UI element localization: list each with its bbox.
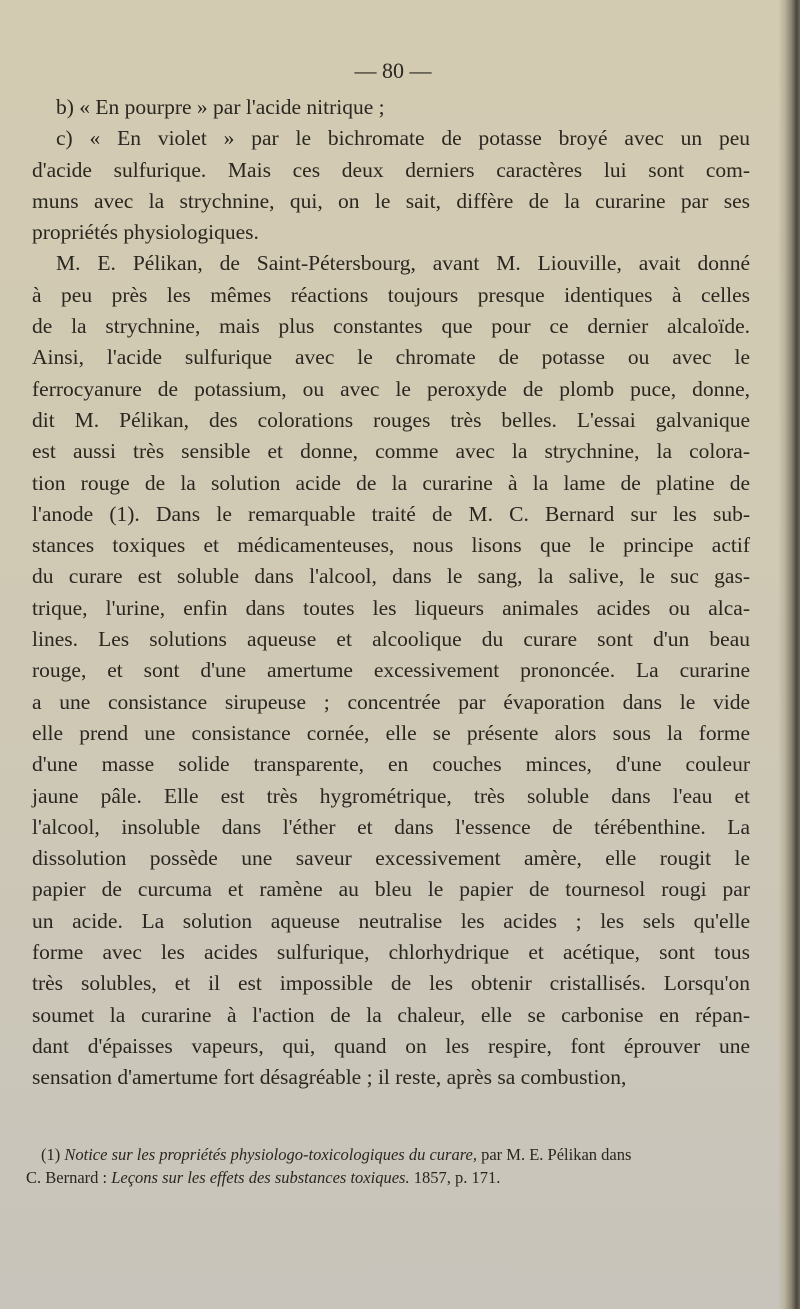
text-line: un acide. La solution aqueuse neutralise les acides ; les sels qu'elle xyxy=(32,908,750,933)
text-line: a une consistance sirupeuse ; concentrée par évaporation dans le vide xyxy=(32,689,750,714)
body-text xyxy=(32,92,750,1094)
text-line: lines. Les solutions aqueuse et alcoolique du curare sont d'un beau xyxy=(32,627,750,652)
text-line: dissolution possède une saveur excessivement amère, elle rougit le xyxy=(32,846,750,871)
text-line: d'acide sulfurique. Mais ces deux derniers caractères lui sont com- xyxy=(32,157,750,182)
text-line: c) « En violet » par le bichromate de potasse broyé avec un peu xyxy=(56,126,750,151)
footnote-line-1 xyxy=(26,1143,756,1166)
text-line: du curare est soluble dans l'alcool, dans le sang, la salive, le suc gas- xyxy=(32,564,750,589)
text-line: très solubles, et il est impossible de les obtenir cristallisés. Lorsqu'on xyxy=(32,971,750,996)
footnote-author: par M. E. Pélikan dans xyxy=(481,1145,632,1164)
text-line: elle prend une consistance cornée, elle se présente alors sous la forme xyxy=(32,720,750,745)
footnote-marker: (1) xyxy=(41,1145,61,1164)
footnote-line-2 xyxy=(26,1166,756,1189)
text-line: l'anode (1). Dans le remarquable traité de M. C. Bernard sur les sub- xyxy=(32,501,750,526)
text-line: à peu près les mêmes réactions toujours presque identiques à celles xyxy=(32,282,750,307)
text-line: forme avec les acides sulfurique, chlorhydrique et acétique, sont tous xyxy=(32,940,750,965)
page-number: — 80 — xyxy=(354,58,432,83)
text-line: b) « En pourpre » par l'acide nitrique ; xyxy=(56,95,385,119)
text-line: papier de curcuma et ramène au bleu le papier de tournesol rougi par xyxy=(32,877,750,902)
text-line: muns avec la strychnine, qui, on le sait, diffère de la curarine par ses xyxy=(32,188,750,213)
text-line: jaune pâle. Elle est très hygrométrique, très soluble dans l'eau et xyxy=(32,783,750,808)
text-line: soumet la curarine à l'action de la chaleur, elle se carbonise en répan- xyxy=(32,1002,750,1027)
text-line: trique, l'urine, enfin dans toutes les liqueurs animales acides ou alca- xyxy=(32,595,750,620)
footnote-source-ref: 1857, p. 171. xyxy=(413,1168,501,1187)
book-binding-edge xyxy=(778,0,800,1309)
text-line: rouge, et sont d'une amertume excessivement prononcée. La curarine xyxy=(32,658,750,683)
text-line: dant d'épaisses vapeurs, qui, quand on les respire, font éprouver une xyxy=(32,1033,750,1058)
footnote-source-author: C. Bernard : xyxy=(26,1168,108,1187)
text-line: tion rouge de la solution acide de la curarine à la lame de platine de xyxy=(32,470,750,495)
text-line: d'une masse solide transparente, en couches minces, d'une couleur xyxy=(32,752,750,777)
text-line: l'alcool, insoluble dans l'éther et dans l'essence de térébenthine. La xyxy=(32,814,750,839)
footnote-source-title: Leçons sur les effets des substances toxiques. xyxy=(111,1168,410,1187)
footnote-title: Notice sur les propriétés physiologo-toxicologiques du curare, xyxy=(64,1145,477,1164)
text-line: dit M. Pélikan, des colorations rouges très belles. L'essai galvanique xyxy=(32,407,750,432)
text-line: ferrocyanure de potassium, ou avec le peroxyde de plomb puce, donne, xyxy=(32,376,750,401)
text-line: est aussi très sensible et donne, comme avec la strychnine, la colora- xyxy=(32,439,750,464)
text-line: stances toxiques et médicamenteuses, nous lisons que le principe actif xyxy=(32,533,750,558)
text-line: sensation d'amertume fort désagréable ; il reste, après sa combustion, xyxy=(32,1065,627,1090)
text-line: M. E. Pélikan, de Saint-Pétersbourg, avant M. Liouville, avait donné xyxy=(56,251,750,276)
footnote xyxy=(26,1143,756,1189)
text-line: Ainsi, l'acide sulfurique avec le chromate de potasse ou avec le xyxy=(32,345,750,370)
text-line: propriétés physiologiques. xyxy=(32,220,259,245)
text-line: de la strychnine, mais plus constantes que pour ce dernier alcaloïde. xyxy=(32,314,750,339)
